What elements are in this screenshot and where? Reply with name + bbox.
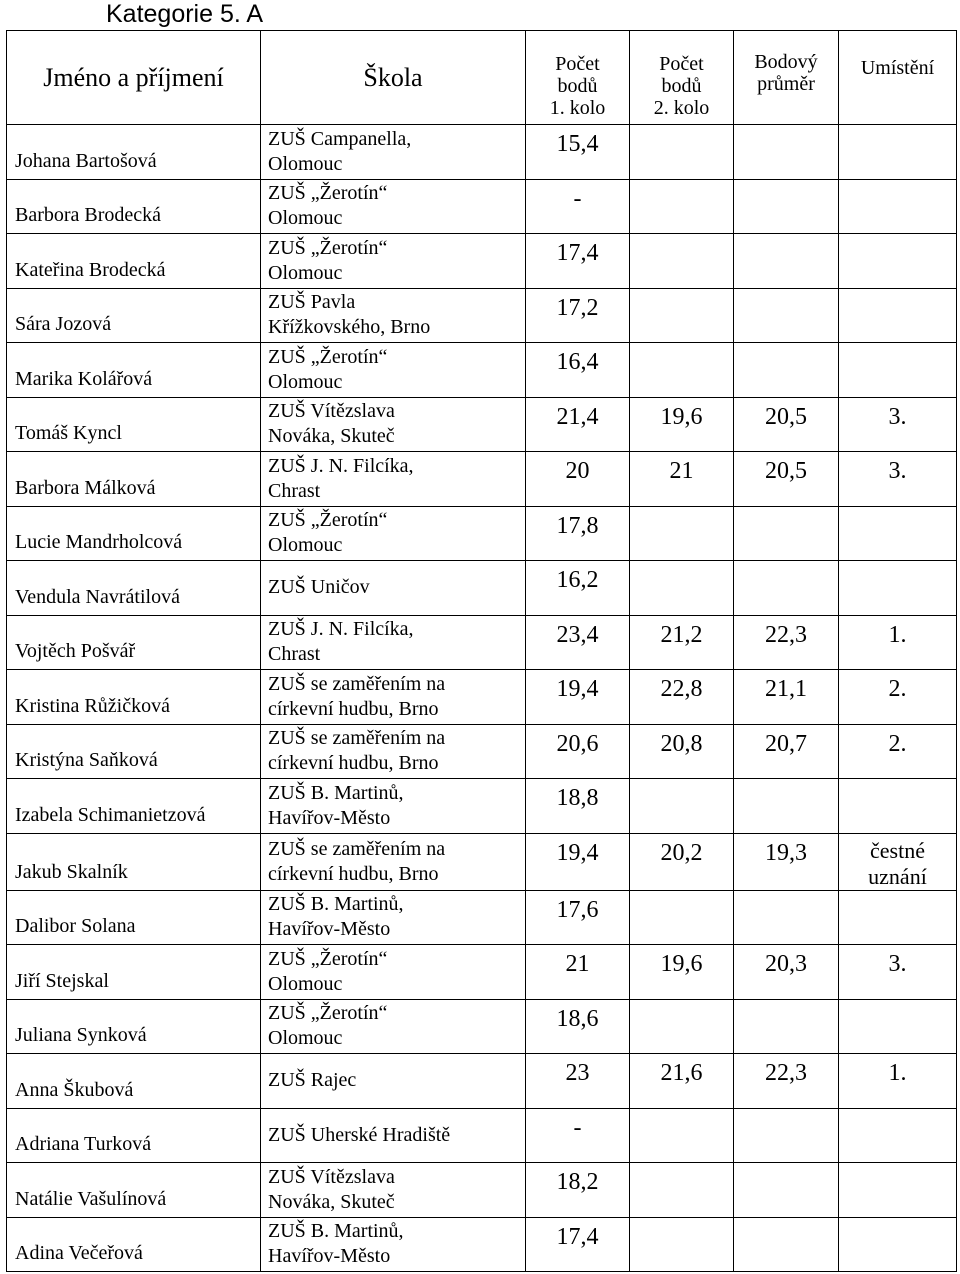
- cell-average: 20,3: [734, 945, 839, 1000]
- cell-name: Dalibor Solana: [7, 890, 261, 945]
- cell-placement: [839, 890, 957, 945]
- school-line-1: ZUŠ „Žerotín“: [268, 345, 388, 368]
- cell-placement: [839, 125, 957, 180]
- cell-round1: 21,4: [526, 397, 630, 452]
- cell-round1: 16,2: [526, 561, 630, 616]
- cell-round2: [630, 1217, 734, 1272]
- cell-name: Marika Kolářová: [7, 343, 261, 398]
- school-line-2: Olomouc: [268, 261, 343, 284]
- cell-round2: [630, 1108, 734, 1163]
- school-line-1: ZUŠ Vítězslava: [268, 1165, 395, 1188]
- cell-school: [261, 615, 526, 670]
- cell-school: [261, 779, 526, 834]
- cell-placement: 3.: [839, 452, 957, 507]
- school-line-2: Olomouc: [268, 534, 343, 557]
- cell-round1: 16,4: [526, 343, 630, 398]
- cell-placement: [839, 1108, 957, 1163]
- cell-placement: [839, 506, 957, 561]
- cell-placement: [839, 561, 957, 616]
- header-round1-line: bodů: [557, 75, 598, 97]
- cell-round1: 20: [526, 452, 630, 507]
- cell-placement: [839, 234, 957, 289]
- school-line-2: ZUŠ Uherské Hradiště: [268, 1123, 451, 1146]
- cell-round2: 21,6: [630, 1054, 734, 1109]
- cell-placement: 1.: [839, 1054, 957, 1109]
- cell-name: Adina Večeřová: [7, 1217, 261, 1272]
- header-name: Jméno a příjmení: [7, 31, 261, 125]
- cell-round2: [630, 234, 734, 289]
- cell-school: [261, 452, 526, 507]
- cell-average: [734, 999, 839, 1054]
- table-row: [7, 999, 957, 1054]
- table-row: [7, 288, 957, 343]
- school-line-1: ZUŠ B. Martinů,: [268, 893, 404, 916]
- table-row: [7, 234, 957, 289]
- cell-placement: [839, 343, 957, 398]
- header-round1-line: Počet: [555, 53, 600, 75]
- cell-school: [261, 234, 526, 289]
- cell-round1: 17,8: [526, 506, 630, 561]
- cell-school: [261, 343, 526, 398]
- table-row: [7, 1217, 957, 1272]
- cell-round1: 23,4: [526, 615, 630, 670]
- header-average-line: Bodový: [754, 51, 818, 73]
- table-row: [7, 179, 957, 234]
- cell-average: 22,3: [734, 1054, 839, 1109]
- cell-round1: 23: [526, 1054, 630, 1109]
- cell-round2: 22,8: [630, 670, 734, 725]
- table-row: [7, 779, 957, 834]
- cell-placement: 2.: [839, 724, 957, 779]
- school-line-1: ZUŠ Campanella,: [268, 127, 412, 150]
- table-row: [7, 125, 957, 180]
- cell-name: Kristina Růžičková: [7, 670, 261, 725]
- cell-placement: [839, 179, 957, 234]
- table-row: [7, 724, 957, 779]
- cell-name: Anna Škubová: [7, 1054, 261, 1109]
- school-line-1: ZUŠ „Žerotín“: [268, 182, 388, 205]
- cell-school: [261, 1163, 526, 1218]
- table-row: [7, 833, 957, 890]
- cell-school: [261, 724, 526, 779]
- header-round2-line: Počet: [659, 53, 704, 75]
- school-line-2: Olomouc: [268, 207, 343, 230]
- cell-name: Izabela Schimanietzová: [7, 779, 261, 834]
- table-row: [7, 945, 957, 1000]
- cell-average: [734, 125, 839, 180]
- cell-round1: 17,4: [526, 234, 630, 289]
- cell-round1: 18,8: [526, 779, 630, 834]
- cell-round2: 21: [630, 452, 734, 507]
- table-row: [7, 1054, 957, 1109]
- cell-school: [261, 1054, 526, 1109]
- cell-placement: 2.: [839, 670, 957, 725]
- cell-round2: [630, 343, 734, 398]
- cell-name: Sára Jozová: [7, 288, 261, 343]
- school-line-1: ZUŠ se zaměřením na: [268, 727, 446, 750]
- header-row: [7, 31, 957, 125]
- cell-round1: 21: [526, 945, 630, 1000]
- cell-round2: [630, 125, 734, 180]
- cell-average: [734, 779, 839, 834]
- cell-round2: [630, 506, 734, 561]
- cell-school: [261, 833, 526, 890]
- cell-round1: 18,2: [526, 1163, 630, 1218]
- table-row: [7, 890, 957, 945]
- cell-round1: 19,4: [526, 833, 630, 890]
- cell-name: Barbora Málková: [7, 452, 261, 507]
- cell-name: Jakub Skalník: [7, 833, 261, 890]
- cell-name: Natálie Vašulínová: [7, 1163, 261, 1218]
- cell-round2: [630, 1163, 734, 1218]
- school-line-2: Havířov-Město: [268, 918, 391, 941]
- header-average-line: průměr: [757, 73, 815, 95]
- cell-name: Adriana Turková: [7, 1108, 261, 1163]
- cell-round1: -: [526, 179, 630, 234]
- cell-average: 20,5: [734, 397, 839, 452]
- header-average: [734, 31, 839, 125]
- cell-round2: [630, 179, 734, 234]
- cell-school: [261, 999, 526, 1054]
- cell-placement: 1.: [839, 615, 957, 670]
- cell-average: 21,1: [734, 670, 839, 725]
- school-line-1: ZUŠ se zaměřením na: [268, 672, 446, 695]
- header-round2-line: bodů: [661, 75, 702, 97]
- school-line-2: Olomouc: [268, 152, 343, 175]
- cell-round1: 15,4: [526, 125, 630, 180]
- cell-round2: [630, 288, 734, 343]
- cell-placement: čestné uznání: [839, 833, 957, 890]
- cell-placement: [839, 1163, 957, 1218]
- school-line-2: Chrast: [268, 479, 321, 502]
- school-line-2: Olomouc: [268, 972, 343, 995]
- cell-average: [734, 890, 839, 945]
- cell-average: [734, 234, 839, 289]
- cell-round2: 21,2: [630, 615, 734, 670]
- school-line-1: ZUŠ B. Martinů,: [268, 781, 404, 804]
- cell-name: Johana Bartošová: [7, 125, 261, 180]
- cell-placement: [839, 1217, 957, 1272]
- school-line-1: ZUŠ Vítězslava: [268, 400, 395, 423]
- cell-average: [734, 506, 839, 561]
- table-row: [7, 397, 957, 452]
- cell-average: [734, 288, 839, 343]
- school-line-2: ZUŠ Rajec: [268, 1069, 357, 1092]
- cell-school: [261, 179, 526, 234]
- school-line-2: Havířov-Město: [268, 1245, 391, 1268]
- cell-school: [261, 945, 526, 1000]
- cell-name: Kristýna Saňková: [7, 724, 261, 779]
- cell-round1: 17,6: [526, 890, 630, 945]
- table-row: [7, 343, 957, 398]
- cell-round2: [630, 561, 734, 616]
- cell-name: Lucie Mandrholcová: [7, 506, 261, 561]
- cell-round1: 19,4: [526, 670, 630, 725]
- cell-school: [261, 890, 526, 945]
- school-line-1: ZUŠ se zaměřením na: [268, 837, 446, 860]
- cell-placement: 3.: [839, 945, 957, 1000]
- cell-placement: 3.: [839, 397, 957, 452]
- cell-average: [734, 343, 839, 398]
- cell-school: [261, 670, 526, 725]
- cell-average: [734, 561, 839, 616]
- school-line-1: ZUŠ „Žerotín“: [268, 947, 388, 970]
- cell-round1: 18,6: [526, 999, 630, 1054]
- cell-name: Vojtěch Pošvář: [7, 615, 261, 670]
- table-row: [7, 670, 957, 725]
- school-line-2: Havířov-Město: [268, 806, 391, 829]
- header-round1-line: 1. kolo: [549, 97, 606, 119]
- cell-school: [261, 561, 526, 616]
- school-line-2: Olomouc: [268, 370, 343, 393]
- school-line-1: ZUŠ Pavla: [268, 291, 356, 314]
- table-row: [7, 1108, 957, 1163]
- cell-average: 22,3: [734, 615, 839, 670]
- cell-school: [261, 1108, 526, 1163]
- cell-round2: 19,6: [630, 397, 734, 452]
- cell-placement: [839, 999, 957, 1054]
- school-line-1: ZUŠ „Žerotín“: [268, 236, 388, 259]
- cell-round2: 20,2: [630, 833, 734, 890]
- table-row: [7, 561, 957, 616]
- school-line-2: Nováka, Skuteč: [268, 1190, 395, 1213]
- cell-school: [261, 506, 526, 561]
- school-line-1: ZUŠ „Žerotín“: [268, 509, 388, 532]
- cell-average: 20,5: [734, 452, 839, 507]
- cell-round1: 17,2: [526, 288, 630, 343]
- school-line-2: církevní hudbu, Brno: [268, 697, 439, 720]
- header-round2: [630, 31, 734, 125]
- cell-average: [734, 179, 839, 234]
- table-row: [7, 615, 957, 670]
- school-line-1: ZUŠ B. Martinů,: [268, 1220, 404, 1243]
- cell-name: Jiří Stejskal: [7, 945, 261, 1000]
- cell-placement: [839, 779, 957, 834]
- school-line-1: ZUŠ „Žerotín“: [268, 1002, 388, 1025]
- cell-round1: 20,6: [526, 724, 630, 779]
- cell-school: [261, 1217, 526, 1272]
- cell-name: Juliana Synková: [7, 999, 261, 1054]
- cell-average: 20,7: [734, 724, 839, 779]
- cell-average: [734, 1163, 839, 1218]
- school-line-2: ZUŠ Uničov: [268, 576, 370, 599]
- school-line-1: ZUŠ J. N. Filcíka,: [268, 454, 414, 477]
- table-row: [7, 452, 957, 507]
- cell-round2: [630, 890, 734, 945]
- cell-school: [261, 288, 526, 343]
- school-line-2: církevní hudbu, Brno: [268, 862, 439, 885]
- school-line-2: Olomouc: [268, 1027, 343, 1050]
- cell-name: Tomáš Kyncl: [7, 397, 261, 452]
- cell-placement: [839, 288, 957, 343]
- cell-round2: 20,8: [630, 724, 734, 779]
- cell-name: Barbora Brodecká: [7, 179, 261, 234]
- cell-average: [734, 1217, 839, 1272]
- cell-school: [261, 125, 526, 180]
- cell-round1: 17,4: [526, 1217, 630, 1272]
- table-row: [7, 1163, 957, 1218]
- school-line-2: Nováka, Skuteč: [268, 425, 395, 448]
- cell-round2: [630, 779, 734, 834]
- cell-average: [734, 1108, 839, 1163]
- header-placement: Umístění: [839, 31, 957, 125]
- cell-name: Kateřina Brodecká: [7, 234, 261, 289]
- school-line-2: církevní hudbu, Brno: [268, 752, 439, 775]
- school-line-2: Chrast: [268, 643, 321, 666]
- cell-round2: [630, 999, 734, 1054]
- school-line-2: Křížkovského, Brno: [268, 316, 431, 339]
- cell-name: Vendula Navrátilová: [7, 561, 261, 616]
- header-school: Škola: [261, 31, 526, 125]
- header-round1: [526, 31, 630, 125]
- category-title: Kategorie 5. A: [106, 0, 264, 28]
- table-row: [7, 506, 957, 561]
- cell-school: [261, 397, 526, 452]
- cell-round1: -: [526, 1108, 630, 1163]
- header-round2-line: 2. kolo: [653, 97, 710, 119]
- cell-average: 19,3: [734, 833, 839, 890]
- school-line-1: ZUŠ J. N. Filcíka,: [268, 618, 414, 641]
- cell-round2: 19,6: [630, 945, 734, 1000]
- results-table: [6, 30, 957, 1272]
